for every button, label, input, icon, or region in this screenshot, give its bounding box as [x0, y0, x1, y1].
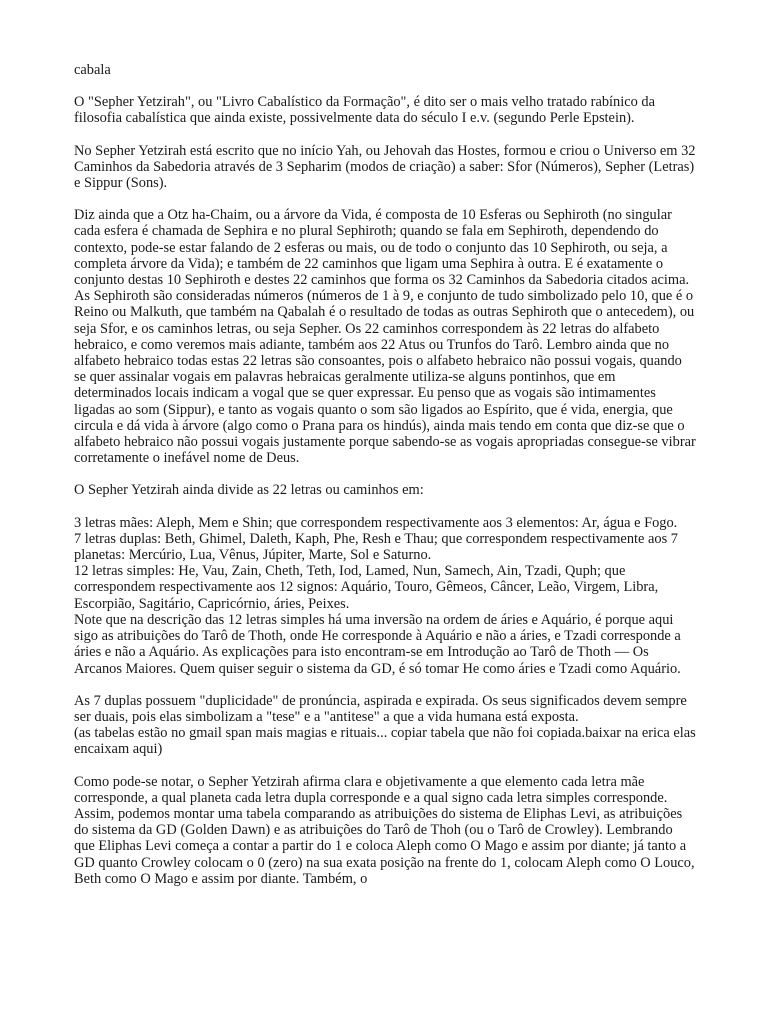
- paragraph-32-caminhos: No Sepher Yetzirah está escrito que no início Yah, ou Jehovah das Hostes, formou e criou o Universo em 32 Caminhos da Sabedoria através de 3 Sepharim (modos de criação) a saber: Sfor (Números), Sepher (Letras) e Sippur (Sons).: [74, 142, 696, 192]
- paragraph-divisao-letras: O Sepher Yetzirah ainda divide as 22 letras ou caminhos em:: [74, 482, 424, 499]
- document-title: cabala: [74, 62, 111, 78]
- list-item-letras-duplas: 7 letras duplas: Beth, Ghimel, Daleth, Kaph, Phe, Resh e Thau; que correspondem respectivamente aos 7 planetas: Mercúrio, Lua, Vênus, Júpiter, Marte, Sol e Saturno.: [74, 530, 678, 564]
- letters-list: [74, 515, 696, 677]
- list-item-letras-maes: 3 letras mães: Aleph, Mem e Shin; que correspondem respectivamente aos 3 elementos: Ar, água e Fogo.: [74, 514, 678, 531]
- paragraph-arvore-da-vida: Diz ainda que a Otz ha-Chaim, ou a árvore da Vida, é composta de 10 Esferas ou Sephiroth (no singular cada esfera é chamada de Sephira e no plural Sephiroth; quando se fala em Sephiroth, dependendo do contexto, pode-se estar falando de 2 esferas ou mais, ou de todo o conjunto das 10 Sephiroth, ou seja, a completa árvore da Vida); e também de 22 caminhos que ligam uma Sephira à outra. E é exatamente o conjunto destas 10 Sephiroth e destes 22 caminhos que forma os 32 Caminhos da Sabedoria citados acima. As Sephiroth são consideradas números (números de 1 à 9, e conjunto de tudo simbolizado pelo 10, que é o Reino ou Malkuth, que também na Qabalah é o resultado de todas as outras Sephiroth que o antecedem), ou seja Sfor, e os caminhos letras, ou seja Sepher. Os 22 caminhos correspondem às 22 letras do alfabeto hebraico, e como veremos mais adiante, também aos 22 Atus ou Trunfos do Tarô. Lembro ainda que no alfabeto hebraico todas estas 22 letras são consoantes, pois o alfabeto hebraico não possui vogais, quando se quer assinalar vogais em palavras hebraicas geralmente utiliza-se alguns pontinhos, que em determinados locais indicam a vogal que se quer expressar. Eu penso que as vogais são intimamentes ligadas ao som (Sippur), e tanto as vogais quanto o som são ligados ao Espírito, que é vida, energia, que circula e dá vida à árvore (algo como o Prana para os hindús), ainda mais tendo em conta que diz-se que o alfabeto hebraico não possui vogais justamente porque sabendo-se as vogais apropriadas consegue-se vibrar corretamente o inefável nome de Deus.: [74, 207, 696, 467]
- duplas-block: [74, 693, 696, 758]
- list-item-nota-inversao: Note que na descrição das 12 letras simples há uma inversão na ordem de áries e Aquário, é porque aqui sigo as atribuições do Tarô de Thoth, onde He corresponde à Aquário e não a áries, e Tzadi corresponde a áries e não a Aquário. As explicações para isto encontram-se em Introdução ao Tarô de Thoth — Os Arcanos Maiores. Quem quiser seguir o sistema da GD, é só tomar He como áries e Tzadi como Aquário.: [74, 611, 681, 677]
- paragraph-nota-tabelas: (as tabelas estão no gmail span mais magias e rituais... copiar tabela que não foi copiada.baixar na erica elas encaixam aqui): [74, 725, 696, 758]
- paragraph-sepher-intro: O "Sepher Yetzirah", ou "Livro Cabalístico da Formação", é dito ser o mais velho tratado rabínico da filosofia cabalística que ainda existe, possivelmente data do século I e.v. (segundo Perle Epstein).: [74, 94, 655, 127]
- document-page: [74, 62, 696, 903]
- list-item-letras-simples: 12 letras simples: He, Vau, Zain, Cheth, Teth, Iod, Lamed, Nun, Samech, Ain, Tzadi, Quph; que correspondem respectivamente aos 12 signos: Aquário, Touro, Gêmeos, Câncer, Leão, Virgem, Libra, Escorpião, Sagitário, Capricórnio, áries, Peixes.: [74, 563, 659, 612]
- paragraph-duplas: As 7 duplas possuem "duplicidade" de pronúncia, aspirada e expirada. Os seus significados devem sempre ser duais, pois elas simbolizam a "tese" e a "antitese" a que a vida humana está exposta.: [74, 692, 687, 725]
- paragraph-comparacao-sistemas: Como pode-se notar, o Sepher Yetzirah afirma clara e objetivamente a que elemento cada letra mãe corresponde, a qual planeta cada letra dupla corresponde e a qual signo cada letra simples corresponde. Assim, podemos montar uma tabela comparando as atribuições do sistema de Eliphas Levi, as atribuições do sistema da GD (Golden Dawn) e as atribuições do Tarô de Thoh (ou o Tarô de Crowley). Lembrando que Eliphas Levi começa a contar a partir do 1 e coloca Aleph como O Mago e assim por diante; já tanto a GD quanto Crowley colocam o 0 (zero) na sua exata posição na frente do 1, colocam Aleph como O Louco, Beth como O Mago e assim por diante. Também, o: [74, 773, 695, 887]
